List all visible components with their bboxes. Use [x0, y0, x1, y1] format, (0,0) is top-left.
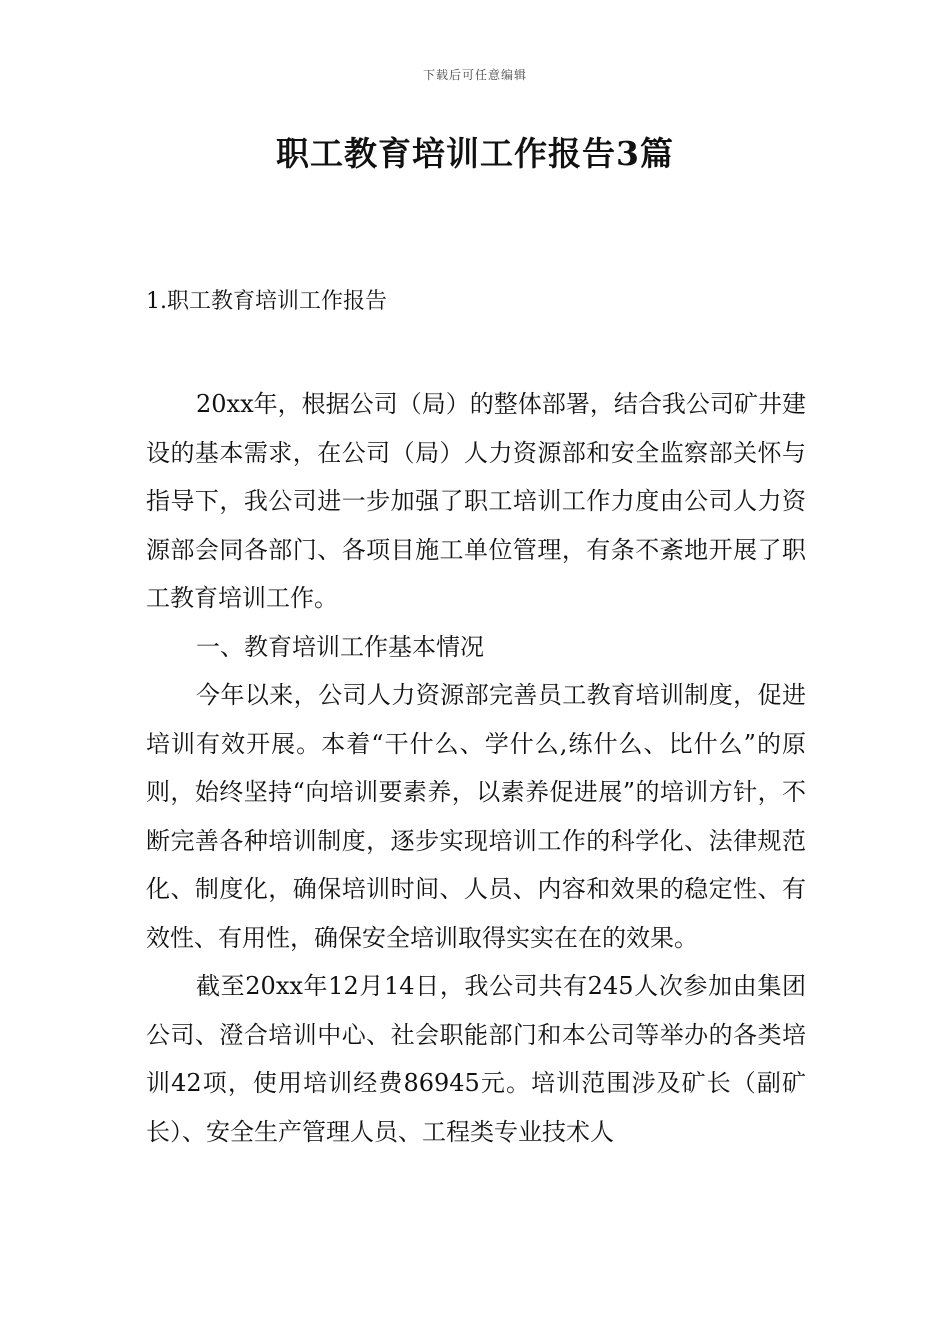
paragraph-intro: 20xx年，根据公司（局）的整体部署，结合我公司矿井建设的基本需求，在公司（局）人力资源部和安全监察部关怀与指导下，我公司进一步加强了职工培训工作力度由公司人力资源部会同各部门、各项目施工单位管理，有条不紊地开展了职工教育培训工作。: [146, 390, 806, 612]
paragraph-subheading: 一、教育培训工作基本情况: [196, 632, 484, 661]
section-heading: 1.职工教育培训工作报告: [146, 289, 387, 314]
header-note: 下载后可任意编辑: [422, 68, 527, 82]
document-title: 职工教育培训工作报告3篇: [276, 134, 674, 173]
paragraph-statistics: 截至20xx年12月14日，我公司共有245人次参加由集团公司、澄合培训中心、社会职能部门和本公司等举办的各类培训42项，使用培训经费86945元。培训范围涉及矿长（副矿长）、安全生产管理人员、工程类专业技术人: [146, 972, 806, 1146]
body-text: [146, 380, 806, 1156]
paragraph-principles: 今年以来，公司人力资源部完善员工教育培训制度，促进培训有效开展。本着“干什么、学什么,练什么、比什么”的原则，始终坚持“向培训要素养，以素养促进展”的培训方针，不断完善各种培训制度，逐步实现培训工作的科学化、法律规范化、制度化，确保培训时间、人员、内容和效果的稳定性、有效性、有用性，确保安全培训取得实实在在的效果。: [146, 681, 806, 952]
